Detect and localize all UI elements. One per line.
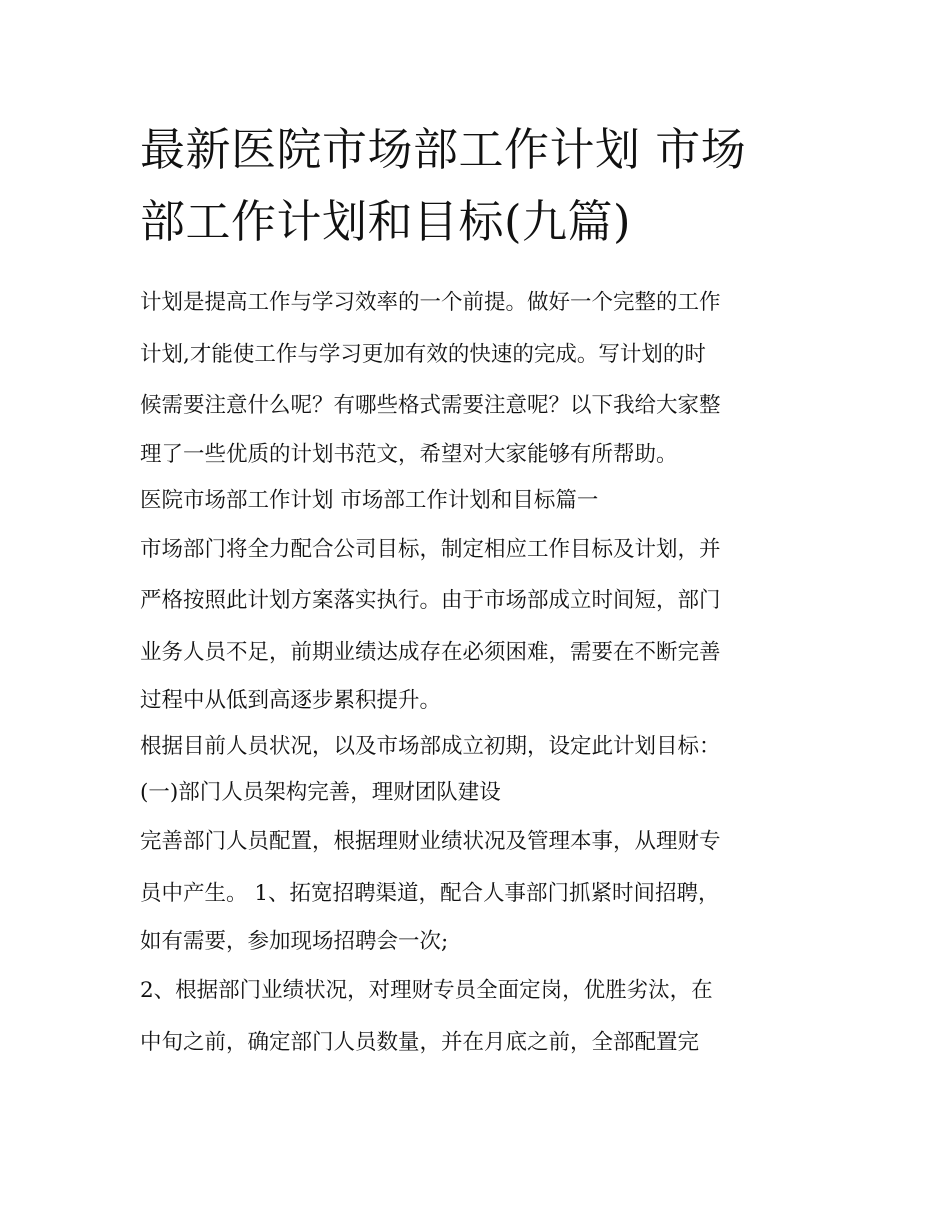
paragraph-line: 过程中从低到高逐步累积提升。 (140, 688, 442, 713)
paragraph-line: 如有需要，参加现场招聘会一次; (140, 929, 449, 954)
title-line: 最新医院市场部工作计划 市场 (140, 123, 747, 176)
paragraph-line: 中旬之前，确定部门人员数量，并在月底之前，全部配置完 (140, 1029, 700, 1055)
section-heading: 医院市场部工作计划 市场部工作计划和目标篇一 (140, 487, 599, 513)
paragraph-line: 根据目前人员状况，以及市场部成立初期，设定此计划目标： (140, 734, 721, 759)
paragraph-line: 员中产生。 1、拓宽招聘渠道，配合人事部门抓紧时间招聘， (140, 880, 720, 906)
intro-line: 计划是提高工作与学习效率的一个前提。做好一个完整的工作 (140, 290, 721, 315)
document-title (140, 114, 820, 258)
subsection-heading: (一)部门人员架构完善，理财团队建设 (140, 780, 501, 805)
paragraph-line: 严格按照此计划方案落实执行。由于市场部成立时间短，部门 (140, 588, 721, 613)
paragraph-line: 业务人员不足，前期业绩达成存在必须困难，需要在不断完善 (140, 639, 721, 665)
intro-line: 计划,才能使工作与学习更加有效的快速的完成。写计划的时 (140, 341, 706, 367)
document-body (140, 277, 820, 1068)
paragraph-line: 完善部门人员配置，根据理财业绩状况及管理本事，从理财专 (140, 829, 721, 854)
paragraph-line: 市场部门将全力配合公司目标，制定相应工作目标及计划，并 (140, 536, 721, 562)
intro-line: 理了一些优质的计划书范文，希望对大家能够有所帮助。 (140, 441, 678, 467)
paragraph-line: 2、根据部门业绩状况，对理财专员全面定岗，优胜劣汰，在 (140, 978, 713, 1003)
title-line: 部工作计划和目标(九篇) (140, 195, 632, 248)
intro-line: 候需要注意什么呢？有哪些格式需要注意呢？以下我给大家整 (140, 393, 721, 418)
